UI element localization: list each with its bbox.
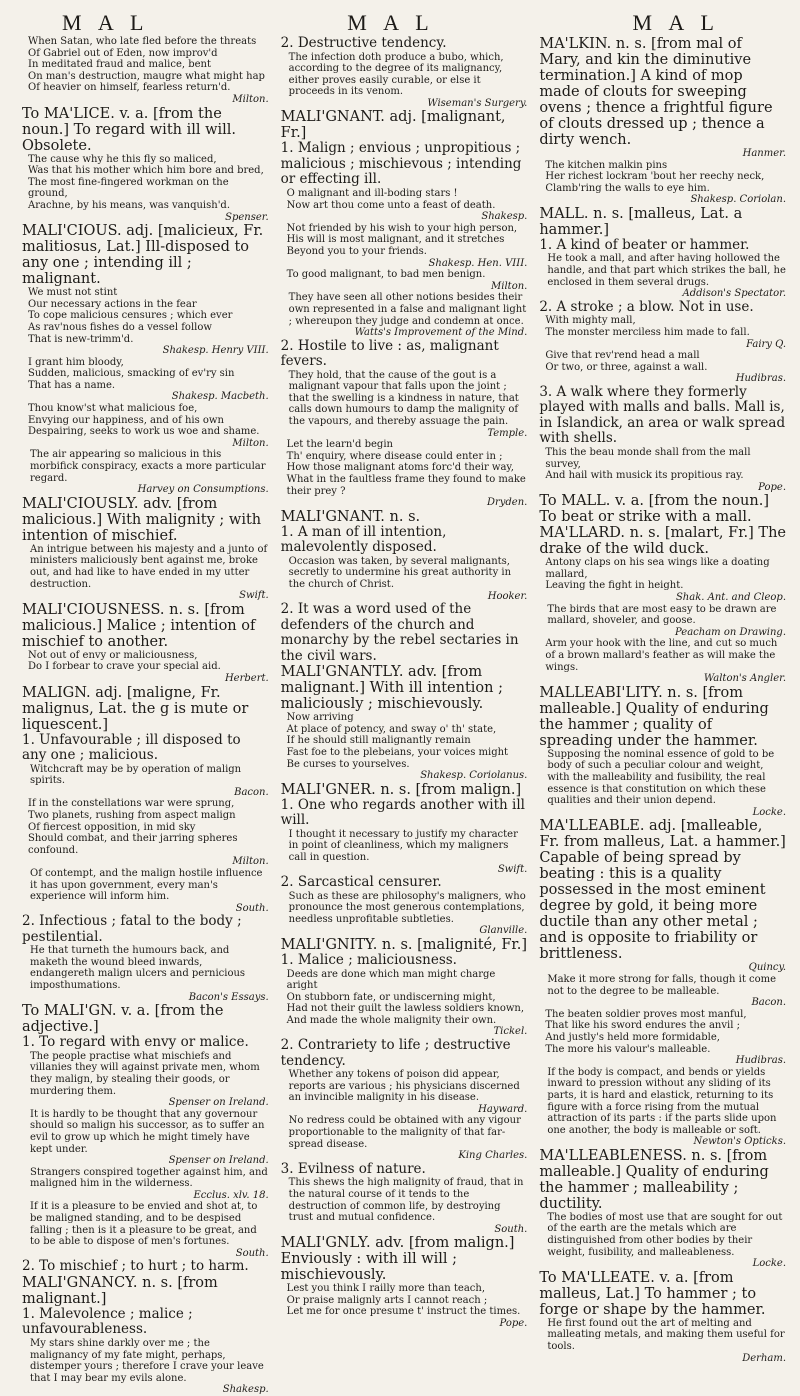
verse-line: Leaving the fight in height. [545,580,684,592]
verse-line: Our necessary actions in the fear [28,298,197,310]
quotation-source: Shakesp. [222,1384,269,1396]
quotation-source: Dryden. [486,497,528,509]
verse-line: We must not stint [28,287,118,299]
verse-line: Antony claps on his sea wings like a doating mallard, [545,557,770,580]
quotation-source: Temple. [487,427,528,439]
verse-line: Of fiercest opposition, in mid sky [28,821,196,833]
quotation-source: Hooker. [487,590,528,602]
quotation-source: Shakesp. Macbeth. [171,391,269,403]
verse-line: Do I forbear to crave your special aid. [28,661,221,673]
quotation-source: Pope. [758,481,787,493]
quotation: The birds that are most easy to be drawn are mallard, shoveler, and goose. [547,603,777,627]
quotation-source: Herbert. [224,672,269,684]
quotation-source: South. [494,1223,528,1235]
quotation-source: Swift. [239,590,269,602]
text-columns [22,35,787,1396]
verse-line: Beyond you to your friends. [286,245,427,257]
quotation-source: Bacon. [234,786,269,798]
entry-sense: 2. Destructive tendency. [280,35,447,51]
dictionary-entry-headword: MALIGN. adj. [maligne, Fr. malignus, Lat. the g is mute or liquescent.] [22,684,249,733]
quotation-source: Shakesp. Coriolan. [690,194,787,206]
entry-sense: 1. Unfavourable ; ill disposed to any one ; malicious. [22,731,241,764]
quotation: He first found out the art of melting and malleating metals, and making them useful for tools. [547,1317,785,1353]
entry-sense: 3. A walk where they formerly played with malls and balls. Mall is, in Islandick, an area or walk spread with shells. [539,383,786,447]
quotation-source: King Charles. [458,1150,528,1162]
verse-line: Her richest lockram 'bout her reechy neck, [545,171,765,183]
dictionary-entry-headword: MA'LKIN. n. s. [from mal of Mary, and kin the diminutive termination.] A kind of mop made of clouts for sweeping ovens ; thence a frightful figure of clouts dressed up ; thence a dirty wench. [539,36,773,148]
verse-line: On man's destruction, maugre what might hap [28,70,265,82]
entry-sense: 3. Evilness of nature. [280,1160,426,1177]
dictionary-entry-headword: MA'LLARD. n. s. [malart, Fr.] The drake of the wild duck. [539,525,787,558]
quotation: The air appearing so malicious in this morbifick conspiracy, exacts a more particular regard. [30,449,266,484]
column-right [539,36,787,1364]
verse-line: And made the whole malignity their own. [286,1014,497,1026]
verse-line: What in the faultless frame they found to make their prey ? [286,474,526,497]
quotation: If it is a pleasure to be envied and shot at, to be maligned standing, and to be despised falling ; then is it a pleasure to be great, and to be able to dispose of men's fortunes. [30,1201,258,1248]
verse-line: Lest you think I railly more than teach, [286,1283,486,1295]
quotation-source: Pope. [499,1318,528,1330]
entry-sense: 1. A man of ill intention, malevolently disposed. [280,523,447,556]
dictionary-entry-headword: MALI'CIOUS. adj. [malicieux, Fr. malitiosus, Lat.] Ill-disposed to any one ; intending ill ; malignant. [22,223,264,288]
dictionary-entry-headword: To MA'LLEATE. v. a. [from malleus, Lat.] To hammer ; to forge or shape by the hammer. [539,1269,766,1318]
quotation-source: Hudibras. [735,373,787,385]
dictionary-entry-headword: MA'LLEABLENESS. n. s. [from malleable.] Quality of enduring the hammer ; malleability ; ductility. [539,1147,769,1212]
quotation: Strangers conspired together against him, and maligned him in the wilderness. [30,1166,268,1190]
verse-line: At place of potency, and sway o' th' state, [286,723,497,735]
verse-line: Arm your hook with the line, and cut so much of a brown mallard's feather as will make the wings. [545,638,778,673]
verse-line: His will is most malignant, and it stretches [286,234,505,246]
entry-sense: 1. One who regards another with ill will. [280,796,525,829]
verse-line: How those malignant atoms forc'd their way, [286,462,514,474]
dictionary-entry-headword: MALI'GNITY. n. s. [malignité, Fr.] [280,937,528,953]
quotation: The bodies of most use that are sought for out of the earth are the metals which are distinguished from other bodies by their weight, fusibility, and malleableness. [547,1211,783,1258]
quotation: He took a mall, and after having hollowed the handle, and that part which strikes the ball, he enclosed in them several drugs. [547,253,786,288]
verse-line: I grant him bloody, [28,356,124,368]
verse-line: In meditated fraud and malice, bent [28,59,212,71]
verse-line: Envying our happiness, and of his own [28,414,224,426]
verse-line: Now art thou come unto a feast of death. [286,199,496,211]
quotation: I thought it necessary to justify my character in point of cleanliness, which my maligners call in question. [288,828,518,863]
entry-sense: 1. A kind of beater or hammer. [539,236,750,253]
verse-line: Or two, or three, against a wall. [545,361,708,373]
verse-line: Despairing, seeks to work us woe and shame. [28,426,260,438]
quotation: Supposing the nominal essence of gold to be body of such a peculiar colour and weight, with the malleability and fusibility, the real essence is that constitution on which these qualities and their union depend. [547,748,775,807]
entry-sense: 2. A stroke ; a blow. Not in use. [539,298,754,315]
dictionary-entry-headword: MALI'GNANT. adj. [malignant, Fr.] [280,109,506,142]
quotation: Witchcraft may be by operation of malign spirits. [30,763,242,787]
verse-line: Was that his mother which him bore and bred, [28,165,264,177]
entry-sense: 2. Contrariety to life ; destructive tendency. [280,1037,511,1069]
entry-sense: 1. Malign ; envious ; unpropitious ; malicious ; mischievous ; intending or effecting ill. [280,140,522,188]
quotation: Make it more strong for falls, though it come not to the degree to be malleable. [547,973,777,997]
quotation: Of contempt, and the malign hostile influence it has upon government, every man's experience will inform him. [30,867,263,903]
verse-line: Arachne, by his means, was vanquish'd. [28,199,231,211]
quotation-source: Milton. [491,280,528,292]
quotation-source: Locke. [752,1258,787,1270]
verse-line: If in the constellations war were sprung, [28,798,235,810]
verse-line: With mighty mall, [545,315,636,327]
verse-line: As rav'nous fishes do a vessel follow [28,321,212,333]
dictionary-entry-headword: MALLEABI'LITY. n. s. [from malleable.] Quality of enduring the hammer ; quality of spreading under the hammer. [539,684,769,749]
quotation-source: Addison's Spectator. [682,288,787,300]
quotation-source: Walton's Angler. [703,673,787,685]
entry-sense: 2. To mischief ; to hurt ; to harm. [22,1258,249,1275]
quotation-source: Milton. [232,437,269,449]
entry-sense: 1. Malevolence ; malice ; unfavourableness. [22,1305,193,1338]
verse-line: Should combat, and their jarring spheres confound. [28,833,238,856]
verse-line: This the beau monde shall from the mall survey, [545,446,751,470]
dictionary-entry-headword: MALI'GNER. n. s. [from malign.] [280,781,522,798]
quotation-source: South. [235,902,269,914]
quotation: The infection doth produce a bubo, which, according to the degree of its malignancy, either proves easily curable, or else it proceeds in its venom. [288,51,504,98]
quotation: Occasion was taken, by several malignants, secretly to undermine his great authority in the church of Christ. [288,555,512,590]
dictionary-entry-headword: MALI'GNANCY. n. s. [from malignant.] [22,1274,218,1307]
quotation: My stars shine darkly over me ; the malignancy of my fate might, perhaps, distemper yours ; therefore I crave your leave that I may bear my evils alone. [30,1337,264,1384]
quotation: No redress could be obtained with any vigour proportionable to the malignity of that far-spread disease. [288,1115,521,1150]
verse-line: The most fine-fingered workman on the ground, [28,176,229,200]
verse-line: The monster merciless him made to fall. [545,326,750,338]
quotation: Such as these are philosophy's maligners, who pronounce the most generous contemplations, needless unprofitable subtleties. [288,890,526,925]
quotation: If the body is compact, and bends or yields inward to pression without any sliding of its parts, it is hard and elastick, returning to its figure with a force rising from the mutual attraction of its parts : if the parts slide upon one another, the body is malleable or soft. [547,1066,777,1136]
quotation-source: Newton's Opticks. [693,1136,787,1148]
dictionary-entry-headword: MALI'GNLY. adv. [from malign.] Enviously : with ill will ; mischievously. [280,1235,515,1284]
verse-line: The beaten soldier proves most manful, [545,1008,747,1020]
quotation-source: Milton. [232,93,269,105]
quotation: Whether any tokens of poison did appear, reports are various ; his physicians discerned an invincible malignity in his disease. [288,1069,520,1104]
quotation-source: Shakesp. Henry VIII. [162,345,269,357]
quotation-source: Watts's Improvement of the Mind. [354,327,528,339]
quotation-source: Shak. Ant. and Cleop. [675,592,787,604]
running-head [22,10,786,36]
verse-line: Two planets, rushing from aspect malign [28,809,236,821]
verse-line: That has a name. [28,379,116,391]
verse-line: Now arriving [286,712,354,724]
verse-line: Thou know'st what malicious foe, [28,403,198,415]
entry-sense: 1. Malice ; maliciousness. [280,952,457,968]
verse-line: And justly's held more formidable, [545,1031,720,1043]
verse-line: That like his sword endures the anvil ; [545,1020,740,1032]
verse-line: Clamb'ring the walls to eye him. [545,182,710,194]
verse-line: Of Gabriel out of Eden, now improv'd [28,47,218,59]
quotation-source: Milton. [232,856,269,868]
dictionary-entry-headword: MALI'GNANT. n. s. [280,508,421,525]
quotation-source: Shakesp. Coriolanus. [420,770,528,782]
column-middle [280,35,528,1330]
verse-line: The cause why he this fly so maliced, [28,153,217,165]
verse-line: Let the learn'd begin [286,439,393,451]
verse-line: Or praise malignly arts I cannot reach ; [286,1294,488,1306]
entry-sense: 1. To regard with envy or malice. [22,1034,249,1051]
quotation-source: Shakesp. Hen. VIII. [428,257,528,269]
dictionary-entry-headword: MALL. n. s. [malleus, Lat. a hammer.] [539,205,743,238]
verse-line: Sudden, malicious, smacking of ev'ry sin [28,368,235,380]
quotation: An intrigue between his majesty and a junto of ministers maliciously bent against me, broke out, and had like to have ended in my utter destruction. [30,543,268,590]
verse-line: And hail with musick its propitious ray. [545,470,744,482]
quotation-source: Shakesp. [481,211,528,223]
verse-line: Fast foe to the plebeians, your voices might [286,746,509,758]
quotation-source: Tickel. [493,1026,528,1038]
verse-line: On stubborn fate, or undiscerning might, [286,991,496,1003]
quotation-source: Quincy. [748,962,787,974]
verse-line: If he should still malignantly remain [286,735,471,747]
verse-line: O malignant and ill-boding stars ! [286,187,458,199]
quotation-source: Swift. [497,863,528,875]
quotation-source: Hayward. [478,1103,528,1115]
quotation-source: Derham. [742,1352,787,1364]
quotation-source: Bacon. [751,997,787,1009]
quotation: He that turneth the humours back, and maketh the wound bleed inwards, endangereth malign ulcers and pernicious imposthumations. [30,945,246,992]
verse-line: Not friended by his wish to your high person, [286,222,518,234]
quotation-source: Harvey on Consumptions. [137,484,269,496]
column-left [22,36,269,1396]
quotation-source: Peacham on Drawing. [675,626,787,638]
quotation-source: Spenser on Ireland. [168,1097,269,1109]
verse-line: Deeds are done which man might charge aright [286,968,496,992]
dictionary-entry-headword: To MA'LICE. v. a. [from the noun.] To regard with ill will. Obsolete. [22,105,237,154]
quotation: This shews the high malignity of fraud, that in the natural course of it tends to the destruction of common life, by destroying trust and mutual confidence. [288,1177,524,1224]
verse-line: Be curses to yourselves. [286,758,410,770]
quotation: They have seen all other notions besides their own represented in a false and malignant light ; whereupon they judge and condemn at once. [288,292,527,327]
quotation-source: Hudibras. [735,1055,787,1067]
quotation-source: Locke. [752,806,787,818]
quotation-source: Fairy Q. [746,338,787,350]
entry-sense: 2. Sarcastical censurer. [280,874,442,891]
verse-line: Th' enquiry, where disease could enter in ; [286,450,503,462]
running-head-center: M A L [347,10,435,35]
dictionary-entry-headword: To MALL. v. a. [from the noun.] To beat or strike with a mall. [539,493,769,526]
dictionary-entry-headword: To MALI'GN. v. a. [from the adjective.] [22,1003,224,1036]
entry-sense: 2. Infectious ; fatal to the body ; pestilential. [22,913,242,945]
dictionary-entry-headword: MALI'CIOUSLY. adv. [from malicious.] With malignity ; with intention of mischief. [22,495,262,544]
quotation-source: Glanville. [479,925,528,937]
quotation: It is hardly to be thought that any governour should so malign his successor, as to suffer an evil to grow up which he might timely have kept under. [30,1108,265,1155]
quotation: They hold, that the cause of the gout is a malignant vapour that falls upon the joint ; that the swelling is a kindness in nature, that calls down humours to damp the malignity of the vapours, and thereby assuage the pain. [288,369,519,428]
quotation-source: Ecclus. xlv. 18. [193,1189,269,1201]
verse-line: Of heavier on himself, fearless return'd. [28,82,231,94]
entry-sense: 2. Hostile to live : as, malignant fevers. [280,337,499,370]
verse-line: To cope malicious censures ; which ever [28,310,233,322]
verse-line: When Satan, who late fled before the threats [28,36,257,47]
quotation-source: South. [235,1247,269,1259]
running-head-right: M A L [632,10,720,35]
quotation-source: Spenser. [225,211,269,223]
verse-line: The kitchen malkin pins [545,159,668,171]
dictionary-entry-headword: MALI'CIOUSNESS. n. s. [from malicious.] Malice ; intention of mischief to another. [22,601,256,650]
verse-line: Not out of envy or maliciousness, [28,649,198,661]
verse-line: Give that rev'rend head a mall [545,350,700,362]
dictionary-entry-headword: MALI'GNANTLY. adv. [from malignant.] With ill intention ; maliciously ; mischievously. [280,664,503,713]
verse-line: That is new-trimm'd. [28,333,134,345]
quotation-source: Wiseman's Surgery. [427,97,528,109]
verse-line: The more his valour's malleable. [545,1043,711,1055]
quotation: The people practise what mischiefs and villanies they will against private men, whom they malign, by stealing their goods, or murdering them. [30,1050,260,1097]
dictionary-entry-headword: MA'LLEABLE. adj. [malleable, Fr. from malleus, Lat. a hammer.] Capable of being spread by beating : this is a quality possessed in the most eminent degree by gold, it being more ductile than any other metal ; and is opposite to friability or brittleness. [539,818,786,963]
quotation-source: Bacon's Essays. [188,991,269,1003]
running-head-left: M A L [62,10,150,35]
quotation-source: Hanmer. [742,148,787,159]
entry-sense: 2. It was a word used of the defenders of the church and monarchy by the rebel sectaries in the civil wars. [280,601,519,664]
verse-line: To good malignant, to bad men benign. [286,269,486,281]
verse-line: Let me for once presume t' instruct the times. [286,1306,521,1318]
quotation-source: Spenser on Ireland. [168,1155,269,1167]
verse-line: Had not their guilt the lawless soldiers known, [286,1003,525,1015]
